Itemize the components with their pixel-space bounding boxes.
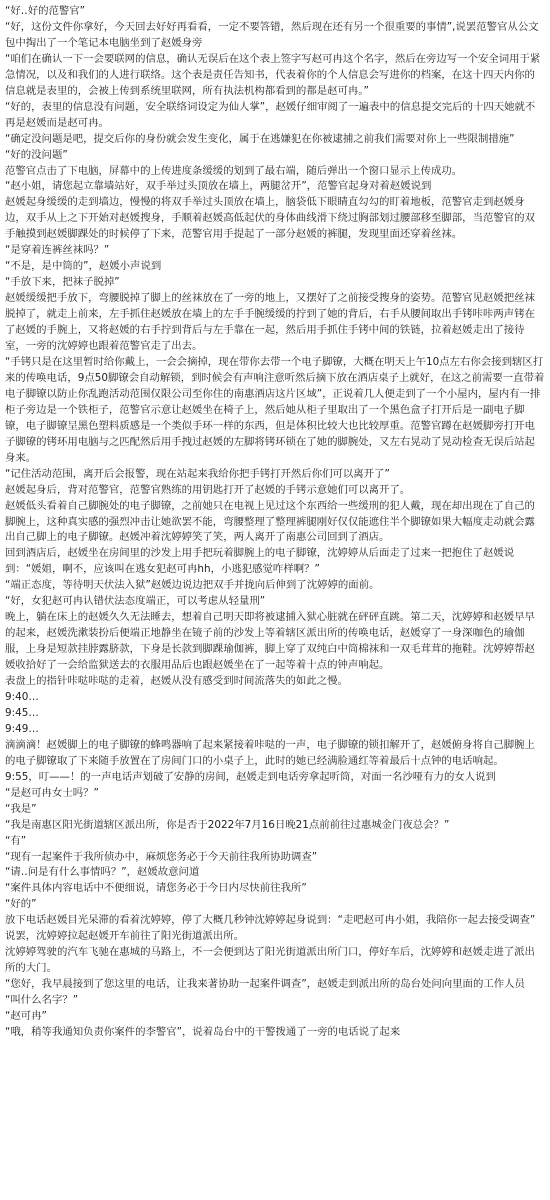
paragraph: “记住活动范围，离开后会报警，现在站起来我给你把手铐打开然后你们可以离开了” (5, 467, 390, 480)
paragraph: “请‥问是有什么事情吗？”，赵媛故意问道 (5, 866, 200, 879)
paragraph: “好的” (5, 898, 37, 911)
paragraph: 赵媛起身后，背对范警官，范警官熟练的用钥匙打开了赵媛的手铐示意她们可以离开了。 (5, 483, 411, 496)
document-body (5, 4, 545, 1041)
paragraph: 表盘上的指针咔哒咔哒的走着，赵媛从没有感受到时间流落失的如此之慢。 (5, 675, 348, 688)
paragraph: 赵媛缓缓把手放下，弯腰脱掉了脚上的丝袜放在了一旁的地上，又摆好了之前接受搜身的姿势。范警官见赵媛把丝袜脱掉了，就走上前来，左手抓住赵媛放在墙上的左手手腕缓缓的拧到了她的背后，右手从腰间取出手铐咔咔两声铐在了赵媛的手腕上，又将赵媛的右手拧到背后与左手靠在一起，然后用手抓住手铐中间的铁链，拉着赵媛走出了接待室，一旁的沈婷婷也跟着范警官走了出去。 (5, 292, 535, 353)
paragraph: 9:55，叮——！的一声电话声划破了安静的房间，赵媛走到电话旁拿起听筒，对面一名沙哑有力的女人说到 (5, 770, 496, 783)
paragraph: “是赵可冉女士吗？” (5, 786, 99, 799)
paragraph: 赵媛低头看着自己脚腕处的电子脚镣，之前她只在电视上见过这个东西给一些缓刑的犯人戴，现在却出现在了自己的脚腕上，这种真实感的强烈冲击让她欲罢不能，弯腰整理了整理裤腿刚好仅仅能遮住半个脚镣如果大幅度走动就会露出自己脚上的电子脚镣。赵媛冲着沈婷婷笑了笑，两人离开了南惠公司回到了酒店。 (5, 499, 535, 544)
paragraph: “赵小姐，请您起立靠墙站好，双手举过头顶放在墙上，两腿岔开”，范警官起身对着赵媛说到 (5, 180, 432, 193)
paragraph: “我是” (5, 802, 37, 815)
paragraph: “是穿着连裤丝袜吗？” (5, 244, 110, 257)
paragraph: 回到酒店后，赵媛坐在房间里的沙发上用手把玩着脚腕上的电子脚镣，沈婷婷从后面走了过来一把抱住了赵媛说到：“媛姐，啊不，应该叫在逃女犯赵可冉hh，小逃犯感觉咋样啊？” (5, 547, 515, 576)
paragraph: 沈婷婷驾驶的汽车飞驰在惠城的马路上，不一会便到达了阳光街道派出所门口，停好车后，沈婷婷和赵媛走进了派出所的大门。 (5, 946, 535, 975)
paragraph: “好的没问题” (5, 148, 68, 161)
paragraph: “不是，是中筒的”，赵媛小声说到 (5, 260, 162, 273)
paragraph: 滴滴滴！赵媛脚上的电子脚镣的蜂鸣器响了起来紧接着咔哒的一声，电子脚镣的锁扣解开了，赵媛俯身将自己脚腕上的电子脚镣取了下来随手放置在了房间门口的小桌子上，此时的她已经满脸通红等着最后十点钟的电话响起。 (5, 738, 535, 767)
paragraph: “现有一起案件于我所侦办中，麻烦您务必于今天前往我所协助调查” (5, 850, 318, 863)
paragraph: “有” (5, 834, 27, 847)
paragraph: “端正态度，等待明天伏法入狱”赵媛边说边把双手并拢向后伸到了沈婷婷的面前。 (5, 579, 380, 592)
paragraph: “手放下来，把袜子脱掉” (5, 276, 120, 289)
paragraph: 9:49… (5, 722, 39, 735)
paragraph: 赵媛起身缓缓的走到墙边，慢慢的将双手举过头顶放在墙上，脑袋低下眼睛直勾勾的盯着地板，范警官走到赵媛身边，双手从上之下开始对赵媛搜身，手顺着赵媛高低起伏的身体曲线滑下绕过胸部划过腰部移至脚部，当范警官的双手触摸到赵媛脚踝处的时候停了下来，范警官用手提起了一部分赵媛的裤腿，发现里面还穿着丝袜。 (5, 196, 535, 241)
paragraph: “好，女犯赵可冉认错伏法态度端正，可以考虑从轻量刑” (5, 595, 266, 608)
paragraph: “好‥好的范警官” (5, 5, 86, 17)
paragraph: 说罢，沈婷婷拉起赵媛开车前往了阳光街道派出所。 (5, 930, 244, 943)
paragraph: “咱们在确认一下一会要联网的信息，确认无误后在这个表上签字写赵可冉这个名字，然后在旁边写一个安全词用于紧急情况，以及和我们的人进行联络。这个表是责任告知书，代表着你的个人信息会写进你的档案，在这十四天内你的信息就是表里的，会被上传到系统里联网，所有执法机构都看到的都是赵可冉。” (5, 52, 541, 97)
paragraph: 9:45… (5, 706, 39, 719)
paragraph: “好，这份文件你拿好，今天回去好好再看看，一定不要答错，然后现在还有另一个很重要的事情”,说罢范警官从公文包中掏出了一个笔记本电脑坐到了赵媛身旁 (5, 20, 539, 49)
paragraph: “确定没问题是吧，提交后你的身份就会发生变化，属于在逃嫌犯在你被逮捕之前我们需要对你上一些限制措施” (5, 132, 515, 145)
paragraph: “好的，表里的信息没有问题，安全联络词设定为仙人掌”，赵媛仔细审阅了一遍表中的信息提交完后的十四天她就不再是赵媛而是赵可冉。 (5, 100, 536, 129)
paragraph: “赵可冉” (5, 1010, 47, 1023)
paragraph: “哦，稍等我通知负责你案件的李警官”，说着岛台中的干警拨通了一旁的电话说了起来 (5, 1026, 401, 1038)
paragraph: 放下电话赵媛目光呆滞的看着沈婷婷，停了大概几秒钟沈婷婷起身说到：“走吧赵可冉小姐，我陪你一起去接受调查” (5, 914, 536, 927)
paragraph: “案件具体内容电话中不便细说，请您务必于今日内尽快前往我所” (5, 882, 307, 895)
paragraph: “您好，我早晨接到了您这里的电话，让我来著协助一起案件调查”，赵媛走到派出所的岛台处问向里面的工作人员 (5, 978, 525, 991)
paragraph: “我是南惠区阳光街道辖区派出所，你是否于2022年7月16日晚21点前前往过惠城金门夜总会？” (5, 818, 450, 831)
paragraph: 9:40… (5, 690, 39, 703)
paragraph: 晚上，躺在床上的赵媛久久无法睡去，想着自己明天即将被逮捕入狱心脏就在砰砰直跳。第二天，沈婷婷和赵媛早早的起来，赵媛洗漱装扮后便端正地静坐在镜子前的沙发上等着辖区派出所的传唤电话，赵媛穿了一身深咖色的瑜伽服，上身是短款挂脖露脐款，下身是长款到脚踝瑜伽裤，脚上穿了双纯白中筒棉袜和一双毛茸茸的拖鞋。沈婷婷帮赵媛收拾好了一会给监狱送去的衣服用品后也跟赵媛坐在了一起等着十点的钟声响起。 (5, 611, 535, 672)
paragraph: “叫什么名字？” (5, 994, 79, 1007)
paragraph: 范警官点击了下电脑，屏幕中的上传进度条缓缓的划到了最右端，随后弹出一个窗口显示上传成功。 (5, 164, 463, 177)
paragraph: “手铐只是在这里暂时给你戴上，一会会摘掉，现在带你去带一个电子脚镣，大概在明天上午10点左右你会接到辖区打来的传唤电话，9点50脚镣会自动解锁，到时候会有声响注意听然后摘下放在酒店桌子上就好，在这之前需要一直带着电子脚镣以防止你乱跑活动范围仅限公司至你住的南惠酒店这片区域”，正说着几人便走到了一个小屋内，屋内有一排柜子旁边是一个铁柜子，范警官示意让赵媛坐在椅子上，然后她从柜子里取出了一个黑色盒子打开后是一副电子脚镣，电子脚镣呈黑色塑料质感是一个类似手环一样的东西，但是体积比较大也比较厚重。范警官蹲在赵媛脚旁打开电子脚镣的铐环用电脑与之匹配然后用手拽过赵媛的左脚将铐环锁在了她的脚腕处，又左右晃动了晃动检查无误后站起身来。 (5, 355, 545, 464)
